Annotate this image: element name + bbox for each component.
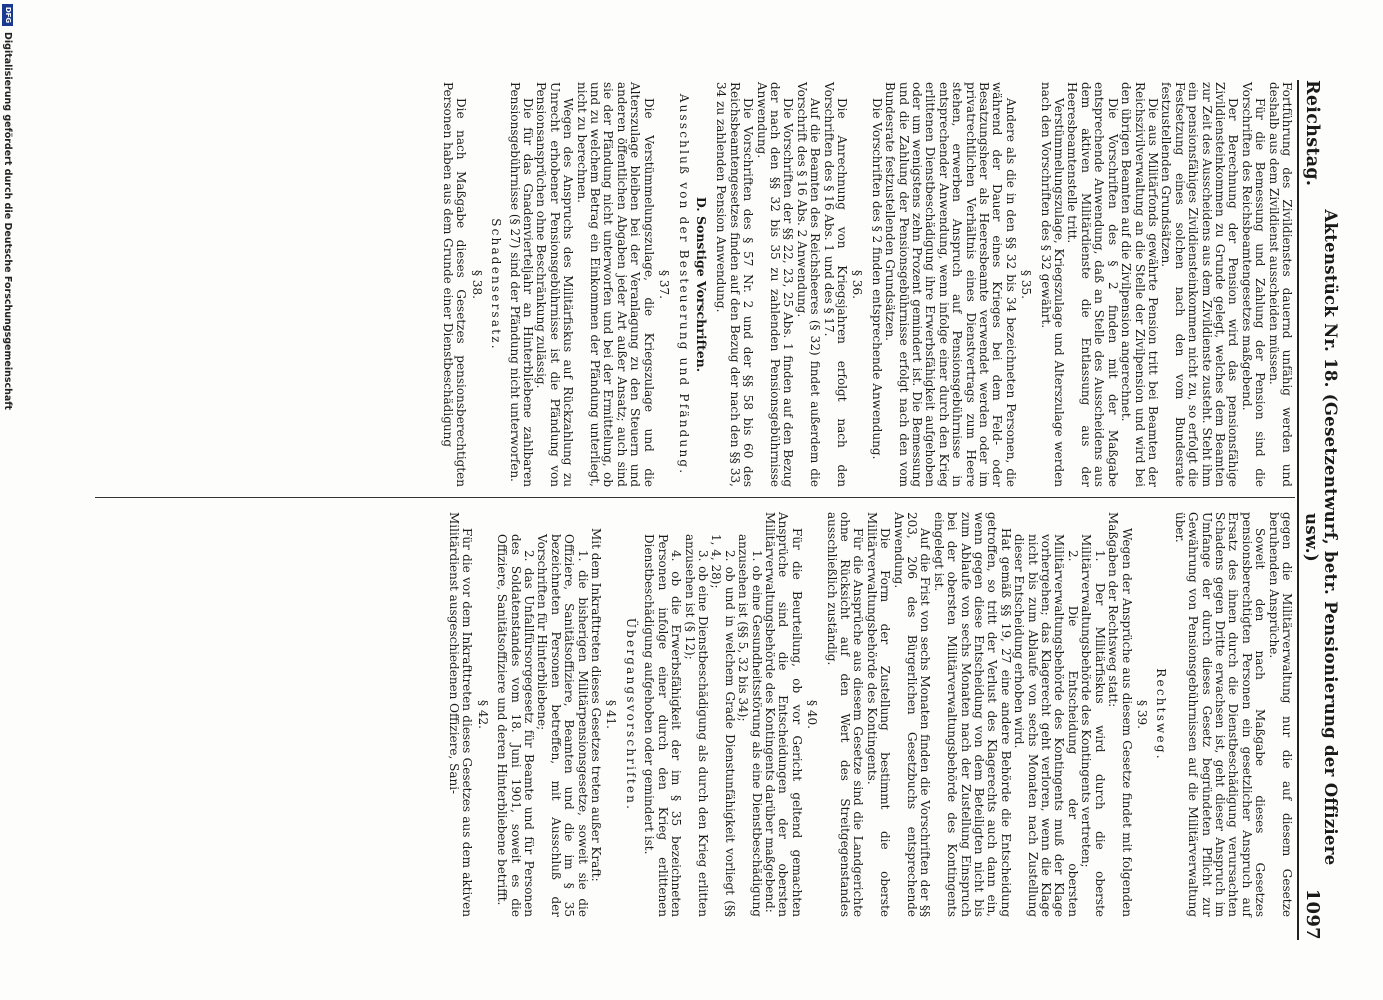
subheading: Übergangsvorschriften.: [623, 617, 638, 812]
paragraph: Wegen der Ansprüche aus diesem Gesetze findet mit folgenden Maßgaben der Rechtsweg statt:: [1106, 512, 1134, 917]
paragraph: Die Vorschriften des § 2 finden entsprechende Anwendung.: [869, 98, 884, 460]
paragraph: Verstümmelungszulage, Kriegszulage und Alterszulage werden nach den Vorschriften des § 32 gewährt.: [1038, 82, 1067, 487]
list-item: 2. das Unfallfürsorgegesetz für Beamte und für Personen des Soldatenstandes vom 18. Juni 1901, soweit es die Offiziere, Sanitätsoffiziere und deren Hinterbliebene betrifft.: [495, 534, 537, 917]
paragraph: Die Verstümmelungszulage, die Kriegszulage und die Alterszulage bleiben bei der Veranlagung zu den Steuern und anderen öffentlichen Abgaben jeder Art außer Ansatz; auch sind sie der Pfändung nicht unterworfen und bei der Ermittelung, ob und zu welchem Betrag ein Einkommen der Pfändung unterliegt, nicht zu berechnen.: [574, 82, 656, 487]
page-number: 1097: [1302, 888, 1323, 940]
list-item: 2. Die Entscheidung der obersten Militärverwaltungsbehörde des Kontingents muß der Klage vorhergehen; das Klagerecht geht verloren, wenn die Klage nicht bis zum Ablaufe von sechs Monaten nach Zustellung dieser Entscheidung erhoben wird.: [1012, 534, 1080, 917]
subheading: Ausschluß von der Besteuerung und Pfändung.: [676, 93, 691, 476]
header-title: Aktenstück Nr. 18. (Gesetzentwurf, betr. Pensionierung der Offiziere usw.): [1302, 209, 1340, 866]
section-number: § 39.: [1134, 700, 1149, 729]
paragraph: Auf die Beamten des Reichsheeres (§ 32) findet außerdem die Vorschrift des § 16 Abs. 2 Anwendung.: [794, 82, 823, 487]
section-number: § 36.: [850, 270, 865, 299]
footer-credit: [1, 0, 15, 1000]
subheading: Schadensersatz.: [489, 218, 504, 351]
paragraph: Die für das Gnadenvierteljahr an Hinterbliebene zahlbaren Pensionsgebührnisse (§ 27) sind der Pfändung nicht unterworfen.: [507, 82, 536, 487]
dfg-logo: DFG: [3, 4, 14, 26]
list-item: 1. die bisherigen Militärpensionsgesetze, soweit sie die Offiziere, Sanitätsoffiziere, Beamten und die im § 35 bezeichneten Personen betreffen, mit Ausschluß der Vorschriften für Hinterbliebene;: [535, 534, 590, 917]
header-left: Reichstag.: [1302, 80, 1322, 187]
paragraph: gegen die Militärverwaltung nur die auf diesem Gesetze beruhenden Ansprüche.: [1266, 512, 1294, 917]
paragraph: Für die vor dem Inkrafttreten dieses Gesetzes aus dem aktiven Militärdienst ausgeschiedenen Offiziere, Sani-: [447, 512, 475, 917]
column-divider: [95, 497, 1295, 498]
paragraph: Der Berechnung der Pension wird das pensionsfähige Zivildiensteinkommen zu Grunde gelegt, welches dem Beamten zur Zeit des Ausscheidens aus dem Zivildienste zusteht. Steht ihm ein pensionsfähiges Zivildiensteinkommen nicht zu, so erfolgt die Festsetzung eines solchen nach den vom Bundesrate festzustellenden Grundsätzen.: [1159, 82, 1241, 487]
section-number: § 42.: [475, 700, 490, 729]
page-header: [1302, 80, 1340, 940]
section-number: § 41.: [604, 700, 619, 729]
paragraph: Andere als die in den §§ 32 bis 34 bezeichneten Personen, die während der Dauer eines Krieges bei dem Feld- oder Besatzungsheer als Heeresbeamte verwendet werden oder im privatrechtlichen Verhältnis eines Dienstvertrags zum Heere stehen, erwerben Anspruch auf Pensionsgebührnisse in entsprechender Anwendung, wenn infolge einer durch den Krieg erlittenen Dienstbeschädigung ihre Erwerbsfähigkeit aufgehoben oder um wenigstens zehn Prozent gemindert ist. Die Bemessung und die Zahlung der Pensionsgebührnisse erfolgt nach den vom Bundesrate festzustellenden Grundsätzen.: [883, 82, 1018, 487]
section-number: § 38.: [469, 270, 484, 299]
list-item: 3. ob eine Dienstbeschädigung als durch den Krieg erlitten anzusehen ist (§ 12);: [682, 534, 710, 917]
paragraph: Für die Beurteilung, ob vor Gericht geltend gemachten Ansprüche sind die Entscheidungen der obersten Militärverwaltungsbehörde des Kontingents darüber maßgebend:: [762, 512, 804, 917]
paragraph: Fortführung des Zivildienstes dauernd unfähig werden und deshalb aus dem Zivildienst ausscheiden müssen.: [1266, 82, 1294, 487]
section-number: § 40.: [805, 700, 820, 729]
paragraph: Die Vorschriften der §§ 22, 23, 25 Abs. 1 finden auf den Bezug der nach den §§ 32 bis 35 zu zahlenden Pensionsgebührnisse Anwendung.: [754, 82, 796, 487]
paragraph: Für die Ansprüche aus diesem Gesetze sind die Landgerichte ohne Rücksicht auf den Wert des Streitgegenstandes ausschließlich zuständig.: [824, 512, 866, 917]
list-item: 1. Der Militärfiskus wird durch die oberste Militärverwaltungsbehörde des Kontingents vertreten;: [1079, 534, 1107, 917]
section-number: § 37.: [657, 270, 672, 299]
right-column: [447, 512, 1293, 917]
paragraph: Mit dem Inkrafttreten dieses Gesetzes treten außer Kraft:: [589, 528, 604, 882]
left-column: [441, 82, 1293, 487]
footer-text: Digitalisierung gefördert durch die Deutsche Forschungsgemeinschaft: [2, 32, 14, 410]
paragraph: Soweit den nach Maßgabe dieses Gesetzes pensionsberechtigten Personen ein gesetzlicher Anspruch auf Ersatz des ihnen durch die Dienstbeschädigung verursachten Schadens gegen Dritte erwachsen ist, geht dieser Anspruch im Umfange der durch dieses Gesetz begründeten Pflicht zur Gewährung von Pensionsgebührnissen auf die Militärverwaltung über.: [1172, 512, 1268, 917]
list-item: 2. ob und in welchem Grade Dienstunfähigkeit vorliegt (§§ 1, 4, 28);: [709, 534, 737, 917]
paragraph: Die nach Maßgabe dieses Gesetzes pensionsberechtigten Personen haben aus dem Grunde einer Dienstbeschädigung: [441, 82, 469, 487]
paragraph: Wegen des Anspruchs des Militärfiskus auf Rückzahlung zu Unrecht erhobener Pensionsgebührnisse ist die Pfändung von Pensionsansprüchen ohne Beschränkung zulässig.: [534, 82, 576, 487]
paragraph: Auf die Frist von sechs Monaten finden die Vorschriften der §§ 203, 206 des Bürgerlichen Gesetzbuchs entsprechende Anwendung.: [891, 512, 933, 917]
paragraph: Hat gemäß §§ 19, 27 eine andere Behörde die Entscheidung getroffen, so tritt der Verlust des Klagerechts auch dann ein, wenn gegen diese Entscheidung von dem Beteiligten nicht bis zum Ablaufe von sechs Monaten nach der Zustellung Einspruch bei der obersten Militärverwaltungsbehörde des Kontingents eingelegt ist.: [931, 512, 1013, 917]
paragraph: Die Anrechnung von Kriegsjahren erfolgt nach den Vorschriften des § 16 Abs. 1 und des § 17.: [821, 82, 849, 487]
paragraph: Die Form der Zustellung bestimmt die oberste Militärverwaltungsbehörde des Kontingents.: [864, 512, 893, 917]
list-item: 4. ob die Erwerbsfähigkeit der im § 35 bezeichneten Personen infolge einer durch den Krieg erlittenen Dienstbeschädigung aufgehoben oder gemindert ist.: [642, 534, 684, 917]
paragraph: Für die Bemessung und Zahlung der Pension sind die Vorschriften des Reichsbeamtengesetzes maßgebend.: [1239, 82, 1268, 487]
subheading: Rechtsweg.: [1154, 668, 1169, 761]
paragraph: Die aus Militärfonds gewährte Pension tritt bei Beamten der Reichszivilverwaltung an die Stelle der Zivilpension und wird bei den übrigen Beamten auf die Zivilpension angerechnet.: [1119, 82, 1160, 487]
header-rule: [1297, 80, 1299, 940]
section-heading: D. Sonstige Vorschriften.: [693, 196, 709, 373]
paragraph: Die Vorschriften des § 2 finden mit der Maßgabe entsprechende Anwendung, daß an Stelle des Ausscheidens aus dem aktiven Militärdienste die Entlassung aus der Heeresbeamtenstelle tritt.: [1065, 82, 1120, 487]
paragraph: Die Vorschriften des § 57 Nr. 2 und der §§ 58 bis 60 des Reichsbeamtengesetzes finden auf den Bezug der nach den §§ 33, 34 zu zahlenden Pension Anwendung.: [714, 82, 756, 487]
list-item: 1. ob eine Gesundheitsstörung als eine Dienstbeschädigung anzusehen ist (§§ 5, 32 bis 34);: [736, 534, 764, 917]
section-number: § 35.: [1019, 270, 1034, 299]
